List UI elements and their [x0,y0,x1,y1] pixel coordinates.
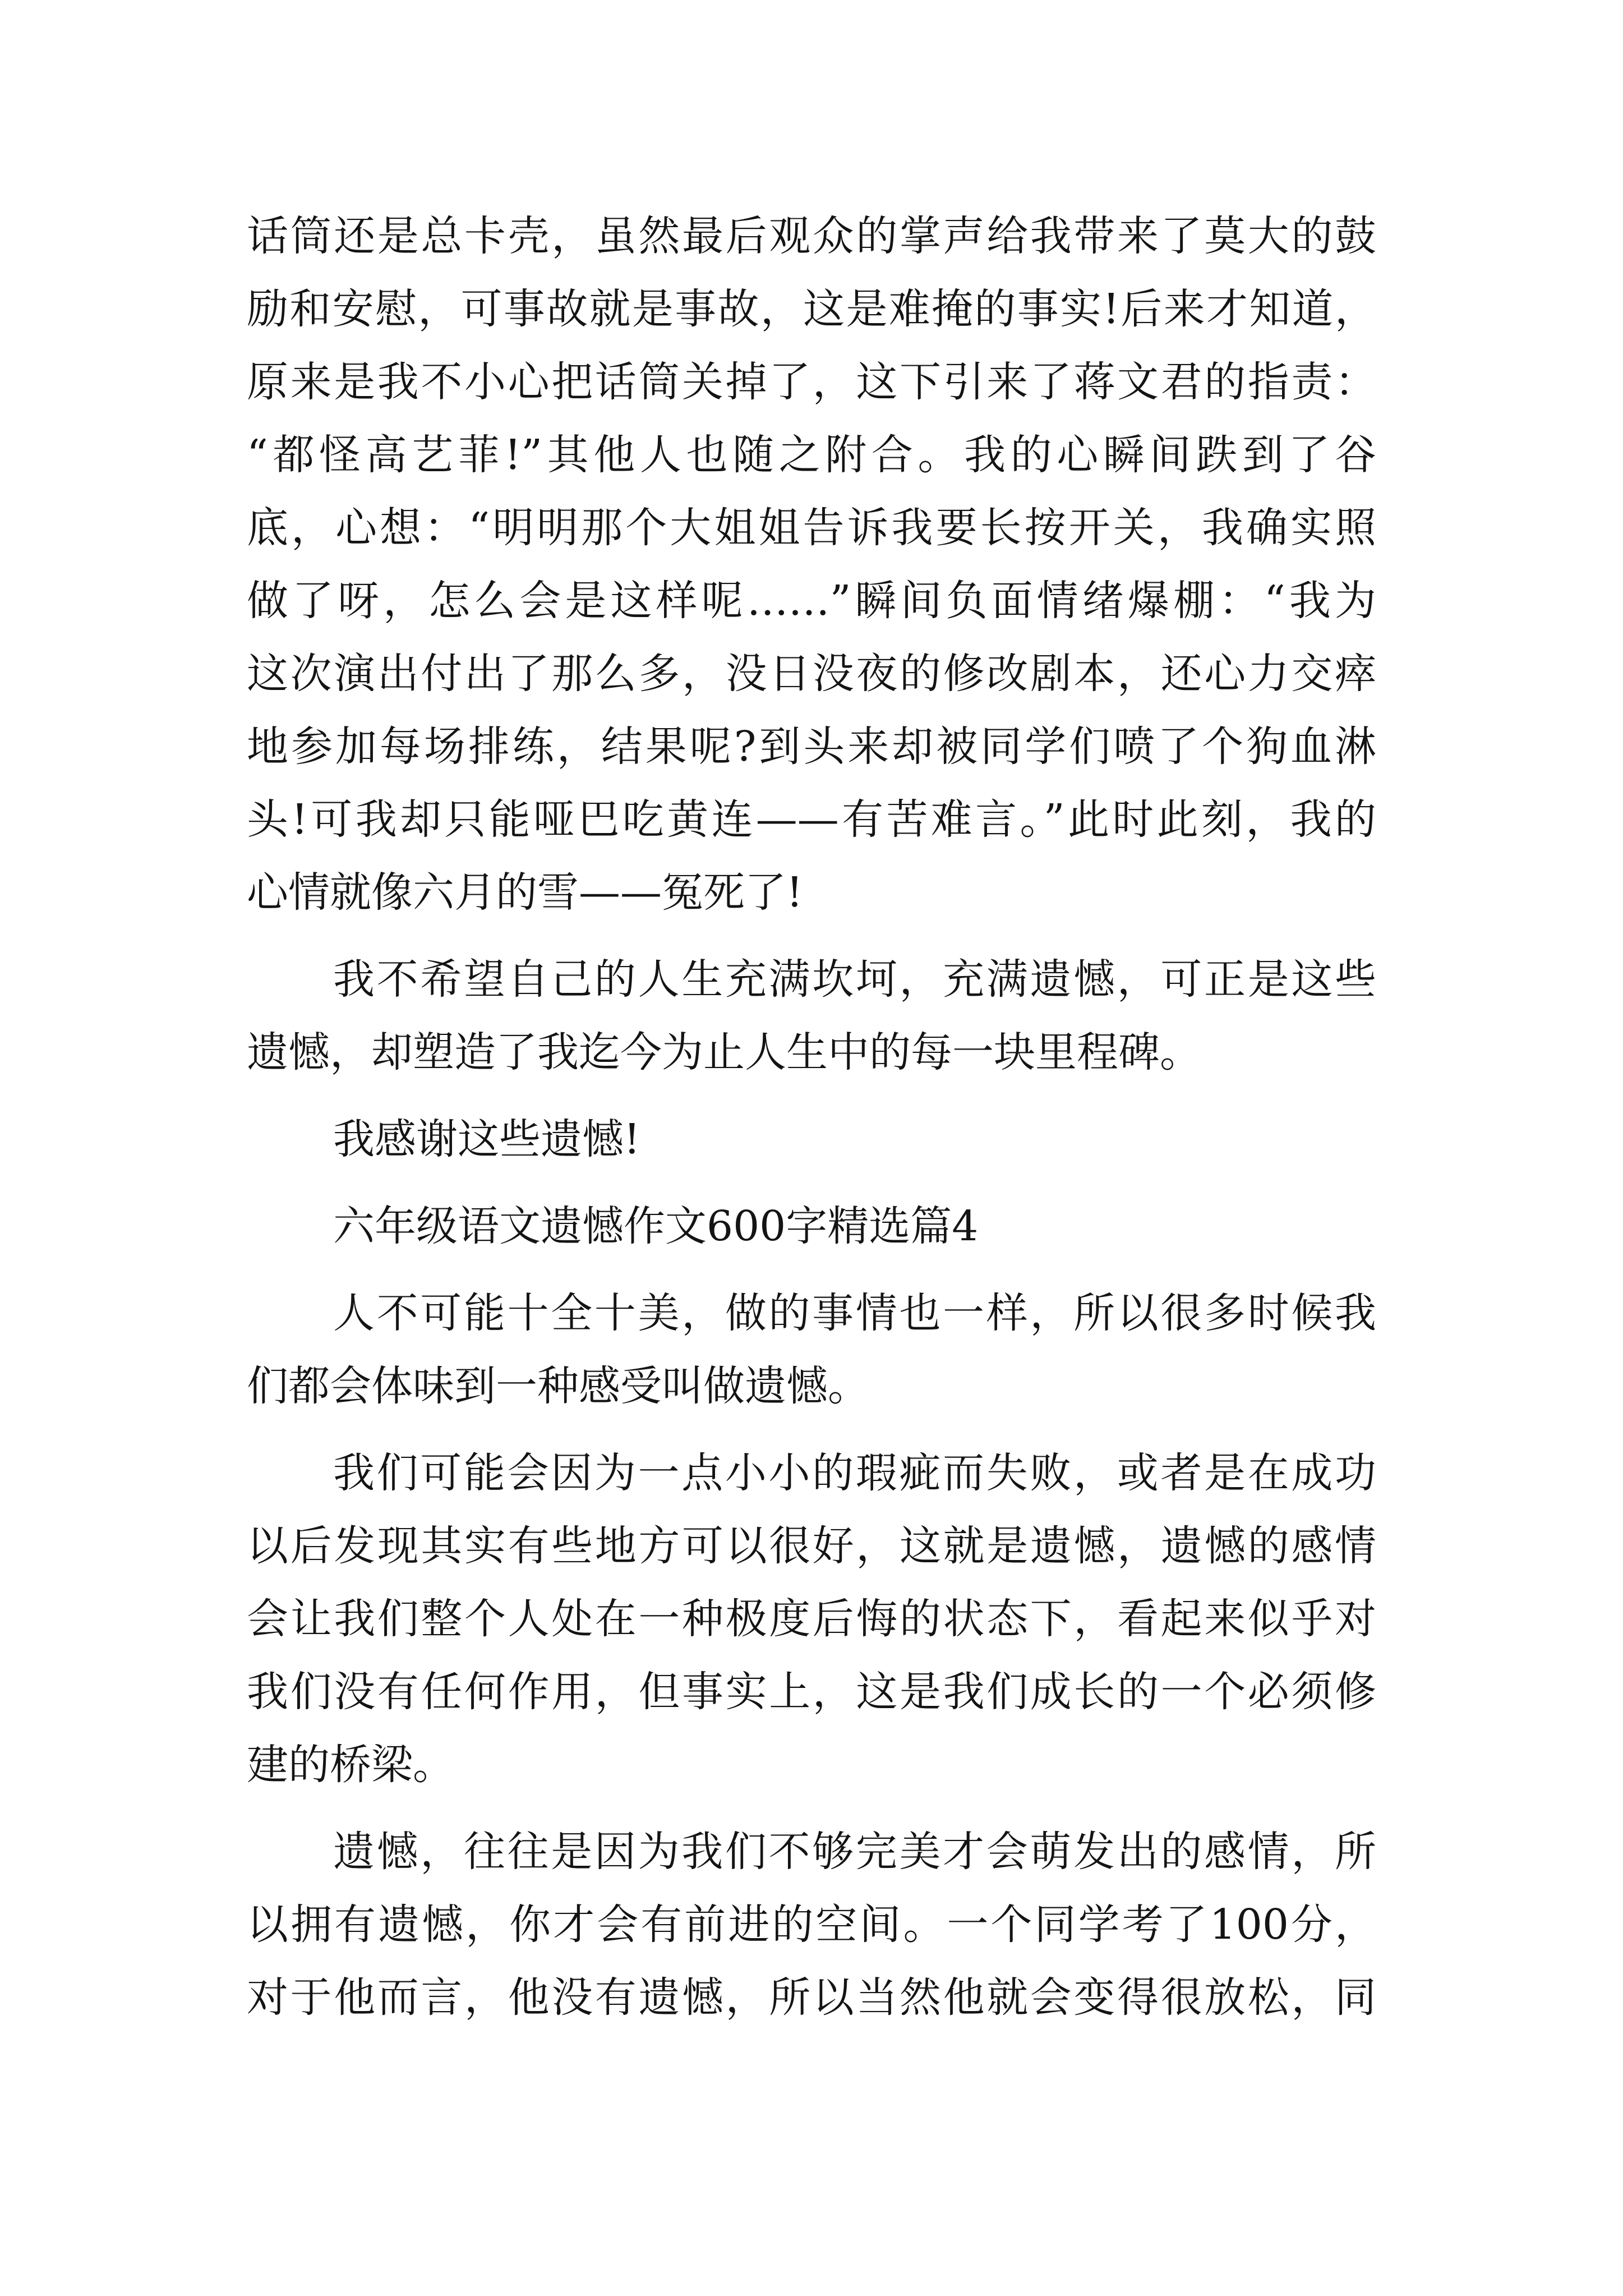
line-text: 以后发现其实有些地方可以很好，这就是遗憾，遗憾的感情 [247,1522,1376,1570]
text-line [0,1515,1623,1577]
text-line [0,278,1623,340]
text-line [0,862,1623,923]
text-line [0,1355,1623,1417]
line-text: 我感谢这些遗憾! [333,1115,640,1163]
text-line [0,949,1623,1010]
line-text: 头!可我却只能哑巴吃黄连——有苦难言。”此时此刻，我的 [247,795,1376,844]
text-line [0,1734,1623,1796]
line-text: 遗憾，往往是因为我们不够完美才会萌发出的感情，所 [333,1828,1376,1876]
text-line [0,351,1623,413]
line-text: 底，心想：“明明那个大姐姐告诉我要长按开关，我确实照 [247,504,1376,552]
text-line [0,716,1623,777]
line-text: 心情就像六月的雪——冤死了! [247,868,803,917]
line-text: 人不可能十全十美，做的事情也一样，所以很多时候我 [333,1289,1376,1337]
section-heading [0,1195,1623,1257]
text-line [0,424,1623,486]
line-text: 话筒还是总卡壳，虽然最后观众的掌声给我带来了莫大的鼓 [247,212,1376,260]
line-text: 们都会体味到一种感受叫做遗憾。 [247,1362,869,1410]
text-line [0,497,1623,559]
line-text: 我们没有任何作用，但事实上，这是我们成长的一个必须修 [247,1668,1376,1716]
text-line [0,1894,1623,1955]
heading-text: 六年级语文遗憾作文600字精选篇4 [333,1202,979,1250]
text-line [0,789,1623,850]
text-line [0,1967,1623,2028]
line-text: 地参加每场排练，结果呢?到头来却被同学们喷了个狗血淋 [247,723,1376,771]
text-line [0,1588,1623,1650]
line-text: 这次演出付出了那么多，没日没夜的修改剧本，还心力交瘁 [247,650,1376,698]
line-text: 会让我们整个人处在一种极度后悔的状态下，看起来似乎对 [247,1595,1376,1643]
line-text: 做了呀，怎么会是这样呢……”瞬间负面情绪爆棚：“我为 [247,577,1376,625]
line-text: 我不希望自己的人生充满坎坷，充满遗憾，可正是这些 [333,955,1376,1004]
text-line [0,1282,1623,1344]
line-text: 遗憾，却塑造了我迄今为止人生中的每一块里程碑。 [247,1028,1201,1076]
line-text: 对于他而言，他没有遗憾，所以当然他就会变得很放松，同 [247,1973,1376,2022]
line-text: “都怪高艺菲!”其他人也随之附合。我的心瞬间跌到了谷 [247,431,1376,479]
line-text: 建的桥梁。 [247,1741,454,1789]
text-line [0,1821,1623,1883]
line-text: 以拥有遗憾，你才会有前进的空间。一个同学考了100分， [247,1901,1376,1949]
line-text: 励和安慰，可事故就是事故，这是难掩的事实!后来才知道， [247,285,1376,333]
text-line [0,205,1623,267]
text-line [0,1661,1623,1723]
line-text: 原来是我不小心把话筒关掉了，这下引来了蒋文君的指责： [247,358,1376,406]
text-line [0,643,1623,705]
text-line [0,1022,1623,1083]
text-line [0,570,1623,632]
text-line [0,1108,1623,1170]
text-line [0,1442,1623,1504]
line-text: 我们可能会因为一点小小的瑕疵而失败，或者是在成功 [333,1449,1376,1497]
